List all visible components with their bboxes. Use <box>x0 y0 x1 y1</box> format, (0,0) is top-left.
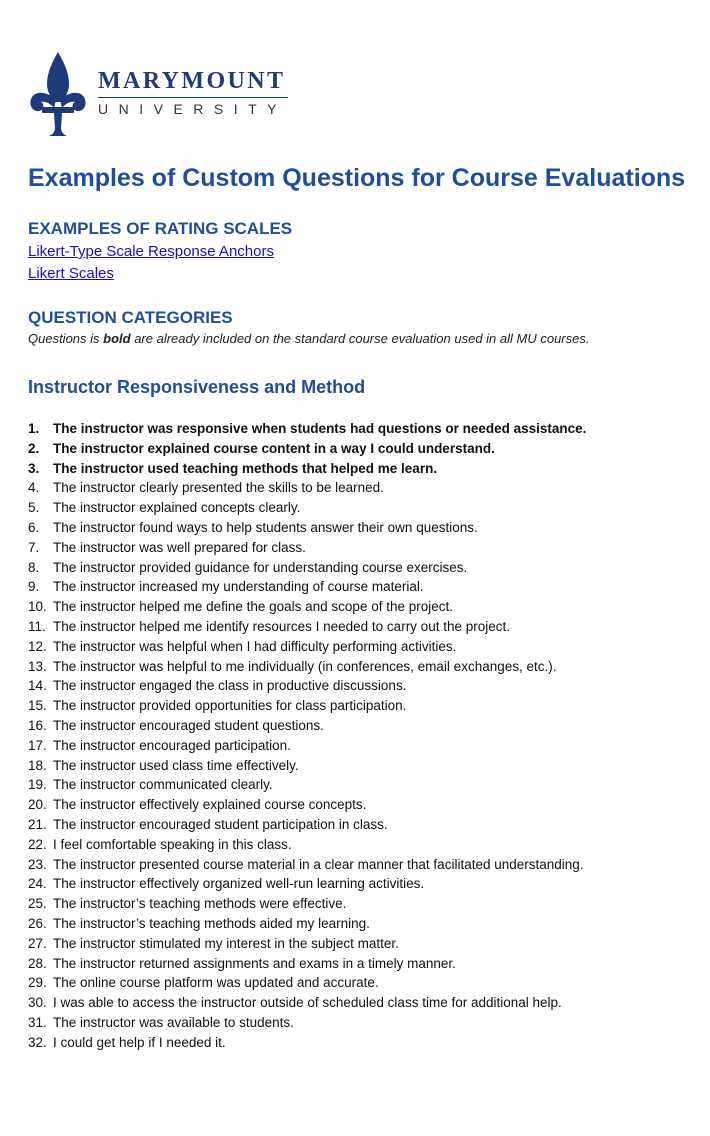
question-number: 13. <box>28 658 47 674</box>
question-text: The instructor found ways to help students answer their own questions. <box>53 519 478 535</box>
list-item <box>28 676 586 696</box>
list-item <box>28 973 586 993</box>
question-text: The instructor was available to students. <box>53 1014 294 1030</box>
list-item <box>28 1033 586 1053</box>
question-text: The instructor effectively explained course concepts. <box>53 797 367 813</box>
categories-note-after: are already included on the standard course evaluation used in all MU courses. <box>130 331 590 346</box>
question-number: 22. <box>28 836 47 852</box>
list-item <box>28 815 586 835</box>
list-item <box>28 696 586 716</box>
page-title: Examples of Custom Questions for Course Evaluations <box>28 164 686 192</box>
question-number: 14. <box>28 678 47 694</box>
list-item <box>28 657 586 677</box>
question-text: I feel comfortable speaking in this class. <box>53 836 292 852</box>
question-number: 1. <box>28 421 40 436</box>
question-text: The instructor was responsive when students had questions or needed assistance. <box>53 421 587 436</box>
question-text: The instructor was well prepared for class. <box>53 539 306 555</box>
question-text: The instructor helped me define the goals and scope of the project. <box>53 599 453 615</box>
question-text: The instructor communicated clearly. <box>53 777 273 793</box>
question-number: 15. <box>28 698 47 714</box>
question-text: The instructor’s teaching methods aided my learning. <box>53 915 370 931</box>
list-item <box>28 954 586 974</box>
list-item <box>28 577 586 597</box>
list-item <box>28 795 586 815</box>
question-number: 19. <box>28 777 47 793</box>
question-list <box>28 419 586 1053</box>
list-item <box>28 894 586 914</box>
question-number: 21. <box>28 816 47 832</box>
question-number: 9. <box>28 579 40 595</box>
question-text: I could get help if I needed it. <box>53 1034 226 1050</box>
list-item <box>28 617 586 637</box>
question-number: 31. <box>28 1014 47 1030</box>
question-text: The instructor’s teaching methods were effective. <box>53 896 347 912</box>
question-number: 6. <box>28 519 40 535</box>
list-item <box>28 934 586 954</box>
fleur-de-lis-icon <box>28 50 88 138</box>
question-text: The instructor effectively organized well-run learning activities. <box>53 876 425 892</box>
question-text: The instructor provided guidance for understanding course exercises. <box>53 559 468 575</box>
question-number: 17. <box>28 737 47 753</box>
question-number: 20. <box>28 797 47 813</box>
question-text: The instructor was helpful to me individually (in conferences, email exchanges, etc.). <box>53 658 557 674</box>
question-number: 12. <box>28 638 47 654</box>
question-number: 10. <box>28 599 47 615</box>
question-number: 27. <box>28 935 47 951</box>
categories-note-before: Questions is <box>28 331 104 346</box>
list-item <box>28 1013 586 1033</box>
question-number: 2. <box>28 440 40 456</box>
question-text: I was able to access the instructor outside of scheduled class time for additional help. <box>53 995 562 1011</box>
list-item <box>28 459 586 479</box>
logo-divider <box>98 97 288 98</box>
list-item <box>28 874 586 894</box>
question-text: The instructor helped me identify resources I needed to carry out the project. <box>53 618 510 634</box>
question-text: The online course platform was updated and accurate. <box>53 975 379 991</box>
section-heading: Instructor Responsiveness and Method <box>28 377 366 397</box>
categories-note-bold: bold <box>103 331 131 346</box>
list-item <box>28 716 586 736</box>
question-number: 25. <box>28 896 47 912</box>
question-text: The instructor engaged the class in productive discussions. <box>53 678 407 694</box>
likert-type-anchors-link[interactable]: Likert-Type Scale Response Anchors <box>28 243 274 260</box>
question-categories-heading: QUESTION CATEGORIES <box>28 308 233 327</box>
question-number: 5. <box>28 500 40 516</box>
question-text: The instructor used teaching methods that helped me learn. <box>53 460 438 476</box>
question-number: 26. <box>28 915 47 931</box>
list-item <box>28 498 586 518</box>
question-number: 3. <box>28 460 40 476</box>
question-text: The instructor encouraged student participation in class. <box>53 816 388 832</box>
question-text: The instructor was helpful when I had difficulty performing activities. <box>53 638 457 654</box>
question-text: The instructor stimulated my interest in the subject matter. <box>53 935 399 951</box>
list-item <box>28 439 586 459</box>
question-text: The instructor explained concepts clearly. <box>53 500 301 516</box>
list-item <box>28 478 586 498</box>
question-number: 4. <box>28 480 40 496</box>
question-text: The instructor increased my understanding of course material. <box>53 579 424 595</box>
list-item <box>28 835 586 855</box>
question-text: The instructor returned assignments and exams in a timely manner. <box>53 955 456 971</box>
question-text: The instructor encouraged participation. <box>53 737 291 753</box>
list-item <box>28 637 586 657</box>
list-item <box>28 855 586 875</box>
list-item <box>28 736 586 756</box>
question-number: 23. <box>28 856 47 872</box>
question-number: 18. <box>28 757 47 773</box>
question-number: 32. <box>28 1034 47 1050</box>
question-text: The instructor provided opportunities for class participation. <box>53 698 407 714</box>
question-number: 7. <box>28 539 40 555</box>
logo-wordmark: MARYMOUNT <box>98 68 286 94</box>
list-item <box>28 518 586 538</box>
rating-scales-heading: EXAMPLES OF RATING SCALES <box>28 219 293 238</box>
list-item <box>28 775 586 795</box>
question-number: 11. <box>28 618 46 634</box>
likert-scales-link[interactable]: Likert Scales <box>28 265 114 282</box>
question-text: The instructor presented course material in a clear manner that facilitated understanding. <box>53 856 584 872</box>
question-text: The instructor used class time effectively. <box>53 757 299 773</box>
question-number: 8. <box>28 559 40 575</box>
university-logo <box>28 50 288 138</box>
question-number: 24. <box>28 876 47 892</box>
list-item <box>28 538 586 558</box>
question-number: 28. <box>28 955 47 971</box>
list-item <box>28 597 586 617</box>
list-item <box>28 914 586 934</box>
question-text: The instructor clearly presented the skills to be learned. <box>53 480 384 496</box>
list-item <box>28 558 586 578</box>
list-item <box>28 419 586 439</box>
list-item <box>28 756 586 776</box>
categories-note <box>28 331 589 346</box>
question-number: 29. <box>28 975 47 991</box>
logo-subtitle: UNIVERSITY <box>98 101 288 117</box>
question-number: 16. <box>28 717 47 733</box>
question-text: The instructor encouraged student questions. <box>53 717 324 733</box>
question-text: The instructor explained course content in a way I could understand. <box>53 440 495 456</box>
list-item <box>28 993 586 1013</box>
question-number: 30. <box>28 995 47 1011</box>
